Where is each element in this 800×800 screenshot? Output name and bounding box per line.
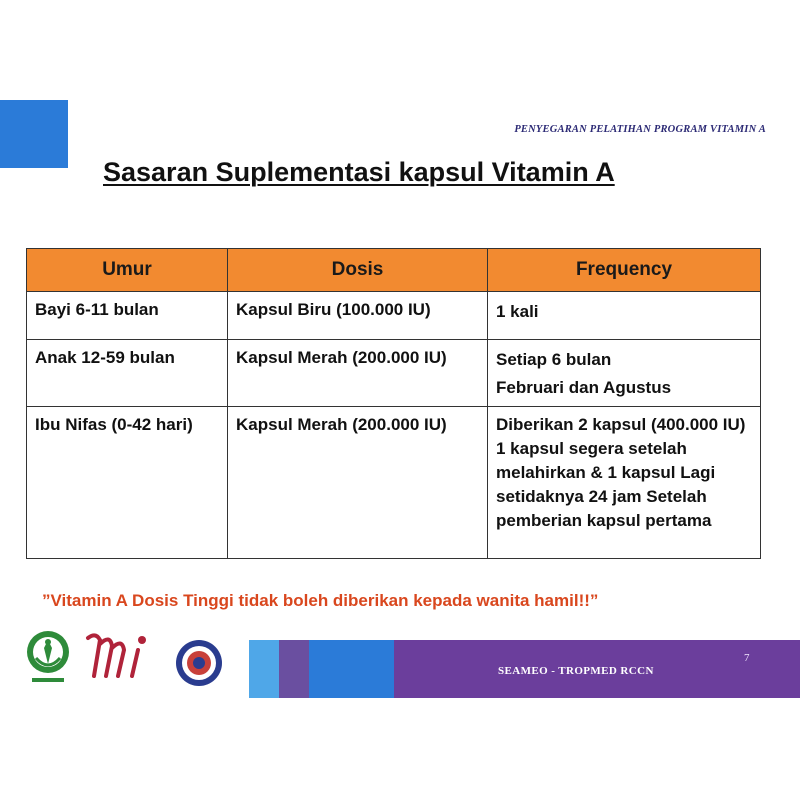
- column-header-frequency: Frequency: [488, 249, 761, 292]
- footer-blue-block: [309, 640, 394, 698]
- corner-accent-block: [0, 100, 68, 168]
- cell-umur: Bayi 6-11 bulan: [27, 292, 228, 340]
- cell-umur: Anak 12-59 bulan: [27, 340, 228, 407]
- cell-dosis: Kapsul Merah (200.000 IU): [228, 407, 488, 559]
- frequency-text: Diberikan 2 kapsul (400.000 IU) 1 kapsul segera setelah melahirkan & 1 kapsul Lagi setidaknya 24 jam Setelah pemberian kapsul pertama: [496, 415, 746, 530]
- footer-organization: SEAMEO - TROPMED RCCN: [498, 665, 654, 677]
- page-title: Sasaran Suplementasi kapsul Vitamin A: [103, 157, 615, 187]
- warning-note: ”Vitamin A Dosis Tinggi tidak boleh diberikan kepada wanita hamil!!”: [42, 591, 599, 610]
- column-header-umur: Umur: [27, 249, 228, 292]
- frequency-line: Setiap 6 bulan: [496, 350, 612, 369]
- program-header: PENYEGARAN PELATIHAN PROGRAM VITAMIN A: [514, 124, 766, 135]
- table-header-row: [27, 249, 761, 292]
- cell-frequency: [488, 340, 761, 407]
- cell-frequency: [488, 292, 761, 340]
- cell-dosis: Kapsul Biru (100.000 IU): [228, 292, 488, 340]
- table-row: [27, 292, 761, 340]
- mi-logo-icon: [82, 630, 164, 682]
- footer-purple-block-left: [279, 640, 309, 698]
- footer-bar: [394, 640, 800, 698]
- table-row: [27, 407, 761, 559]
- page-number: 7: [744, 652, 750, 664]
- seal-logo-icon: [174, 638, 224, 688]
- ministry-of-health-logo-icon: [22, 628, 74, 688]
- frequency-line: 1 kali: [496, 302, 539, 321]
- cell-umur: Ibu Nifas (0-42 hari): [27, 407, 228, 559]
- cell-dosis: Kapsul Merah (200.000 IU): [228, 340, 488, 407]
- dosage-table: [26, 248, 761, 559]
- footer-lightblue-block: [249, 640, 279, 698]
- cell-frequency: [488, 407, 761, 559]
- frequency-line: Februari dan Agustus: [496, 378, 672, 397]
- column-header-dosis: Dosis: [228, 249, 488, 292]
- table-row: [27, 340, 761, 407]
